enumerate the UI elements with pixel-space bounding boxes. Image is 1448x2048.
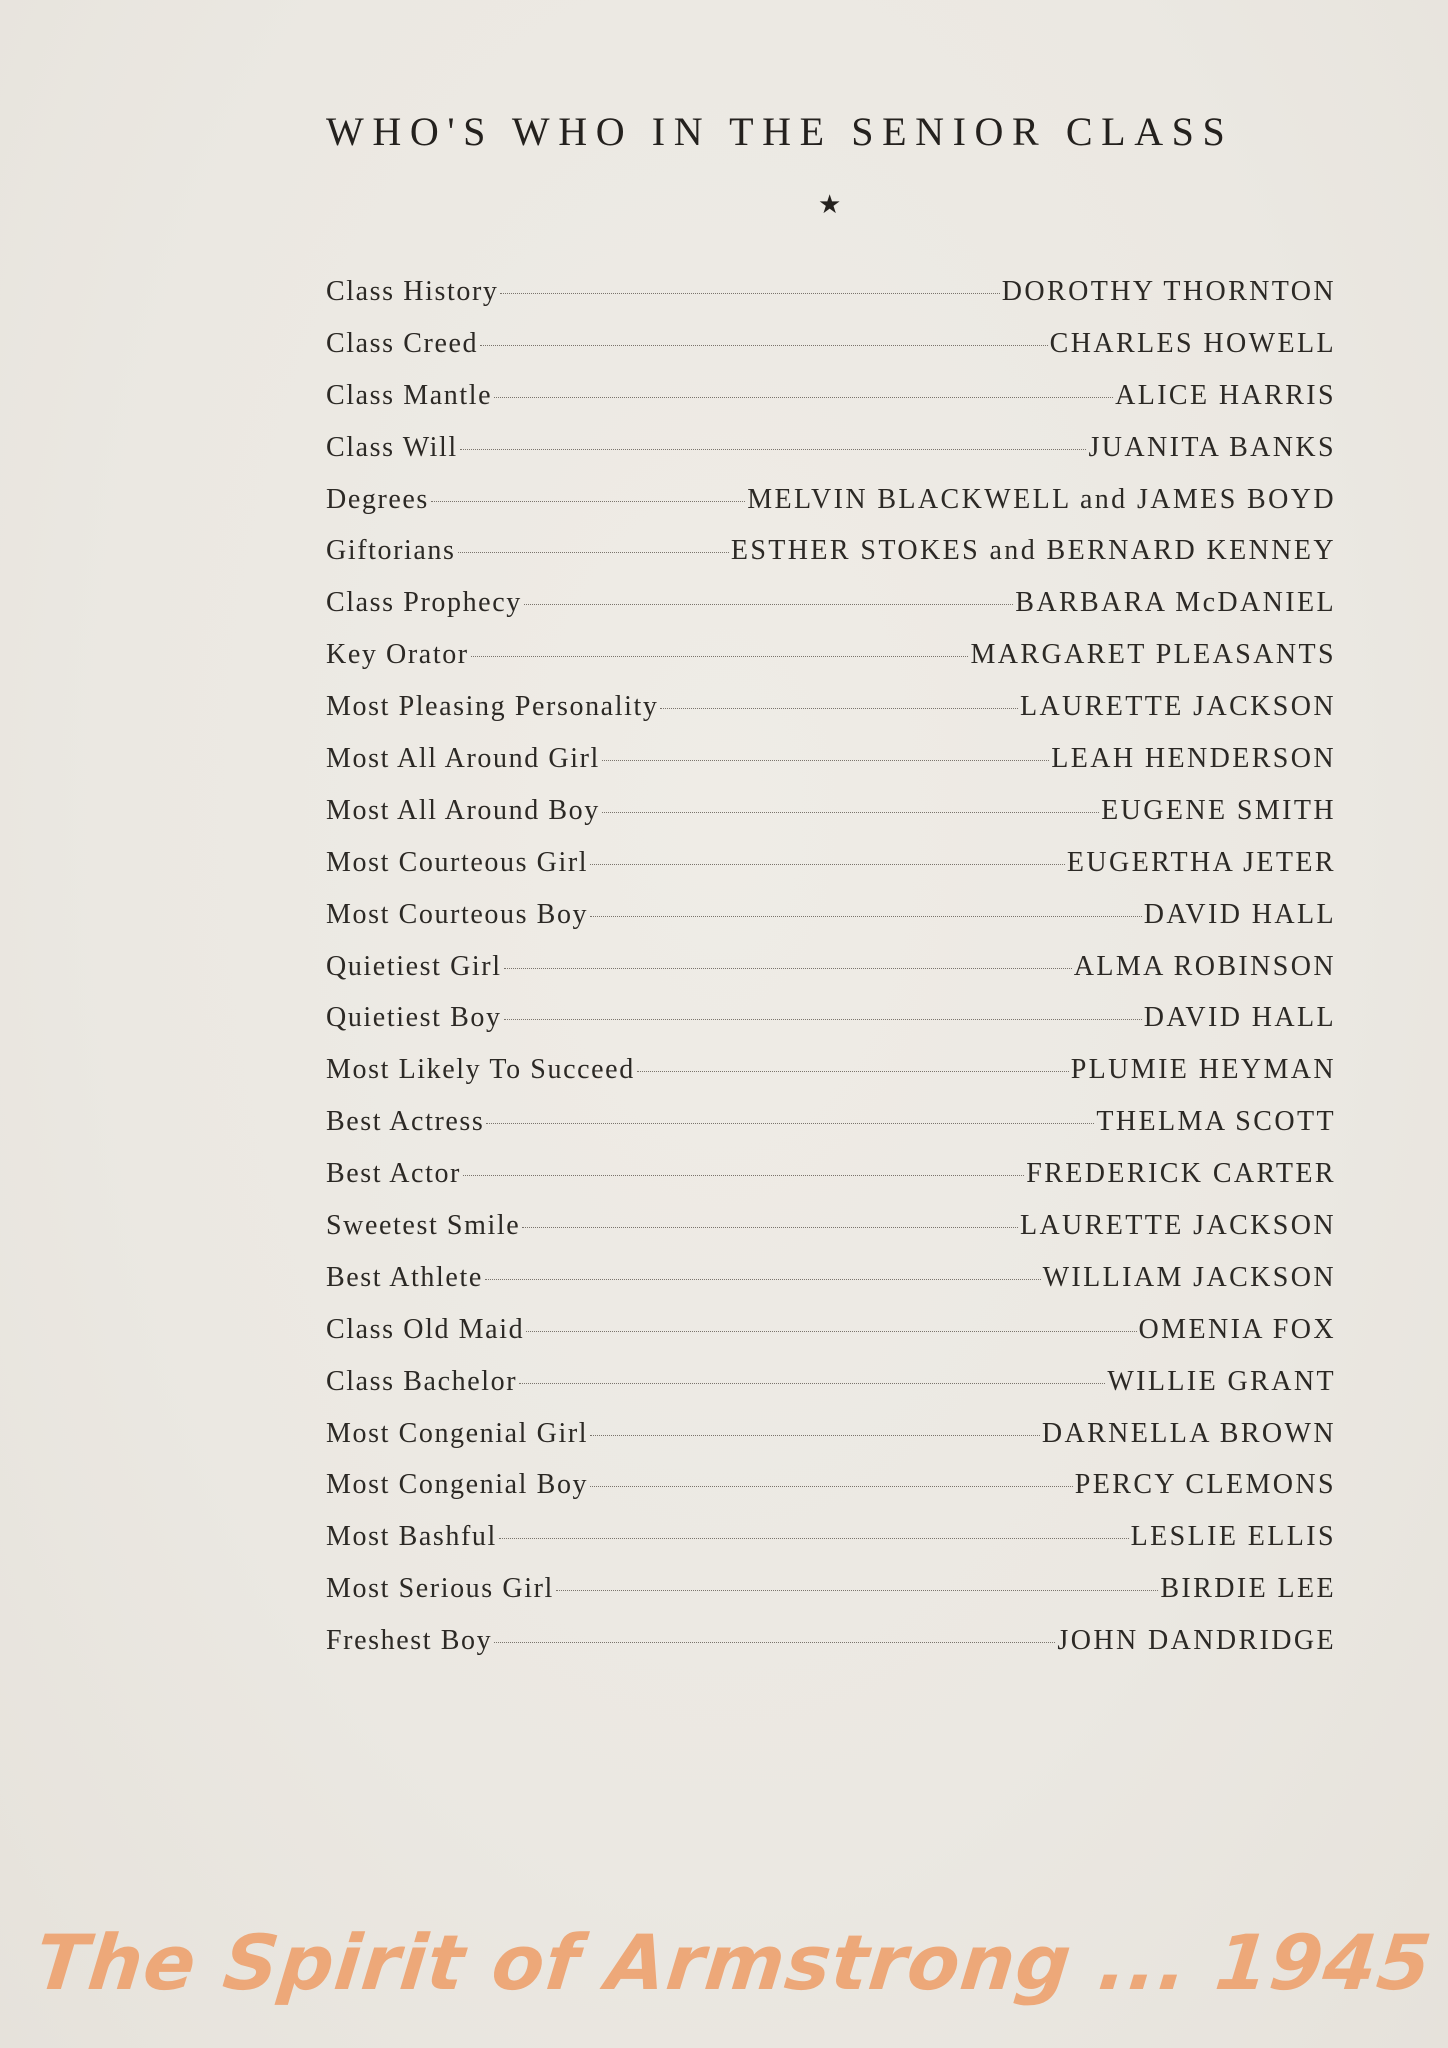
- entry-label: Best Actress: [326, 1106, 485, 1138]
- entry-name: PLUMIE HEYMAN: [1070, 1054, 1336, 1086]
- entry-label: Freshest Boy: [326, 1625, 493, 1657]
- dotted-leader: [660, 708, 1017, 709]
- footer-script-title: The Spirit of Armstrong ... 1945: [31, 1918, 1437, 2007]
- list-item: [326, 535, 1336, 587]
- dotted-leader: [590, 1486, 1073, 1487]
- entry-name: EUGENE SMITH: [1101, 794, 1336, 826]
- list-item: [326, 951, 1336, 1003]
- dotted-leader: [471, 656, 969, 657]
- entry-label: Degrees: [326, 483, 429, 515]
- list-item: [326, 1418, 1336, 1470]
- dotted-leader: [499, 1538, 1129, 1539]
- list-item: [326, 1366, 1336, 1418]
- list-item: [326, 587, 1336, 639]
- entry-label: Class Bachelor: [326, 1365, 518, 1397]
- list-item: [326, 1262, 1336, 1314]
- dotted-leader: [486, 1123, 1094, 1124]
- entry-label: Key Orator: [326, 639, 469, 671]
- entry-label: Most All Around Boy: [326, 794, 600, 826]
- entry-name: WILLIAM JACKSON: [1042, 1261, 1336, 1293]
- list-item: [326, 1314, 1336, 1366]
- entry-label: Most All Around Girl: [326, 743, 600, 775]
- list-item: [326, 1573, 1336, 1625]
- entry-name: PERCY CLEMONS: [1074, 1469, 1336, 1501]
- dotted-leader: [485, 1279, 1041, 1280]
- dotted-leader: [590, 864, 1065, 865]
- entry-name: ESTHER STOKES and BERNARD KENNEY: [730, 535, 1336, 567]
- entry-name: DAVID HALL: [1143, 1002, 1336, 1034]
- dotted-leader: [519, 1383, 1105, 1384]
- list-item: [326, 484, 1336, 536]
- entry-label: Quietiest Boy: [326, 1002, 502, 1034]
- entry-name: LAURETTE JACKSON: [1019, 1210, 1336, 1242]
- list-item: [326, 432, 1336, 484]
- entry-label: Class Mantle: [326, 379, 493, 411]
- dotted-leader: [524, 604, 1013, 605]
- entry-label: Best Actor: [326, 1158, 461, 1190]
- list-item: [326, 795, 1336, 847]
- entry-name: DOROTHY THORNTON: [1001, 276, 1336, 307]
- entry-name: DARNELLA BROWN: [1041, 1417, 1336, 1449]
- entry-name: BARBARA McDANIEL: [1015, 587, 1336, 619]
- dotted-leader: [637, 1071, 1069, 1072]
- entry-name: WILLIE GRANT: [1107, 1365, 1336, 1397]
- entry-name: MARGARET PLEASANTS: [970, 639, 1336, 671]
- dotted-leader: [590, 1435, 1040, 1436]
- entry-name: LESLIE ELLIS: [1130, 1521, 1336, 1553]
- dotted-leader: [458, 552, 729, 553]
- entry-label: Sweetest Smile: [326, 1210, 521, 1242]
- dotted-leader: [556, 1590, 1158, 1591]
- dotted-leader: [602, 760, 1049, 761]
- dotted-leader: [480, 345, 1048, 346]
- entry-name: THELMA SCOTT: [1096, 1106, 1336, 1138]
- dotted-leader: [602, 812, 1099, 813]
- entry-label: Quietiest Girl: [326, 950, 502, 982]
- entry-label: Most Courteous Girl: [326, 846, 589, 878]
- dotted-leader: [500, 293, 999, 294]
- entry-label: Most Courteous Boy: [326, 898, 589, 930]
- entry-label: Most Serious Girl: [326, 1573, 554, 1605]
- page-title: WHO'S WHO IN THE SENIOR CLASS: [326, 109, 1234, 154]
- entry-label: Best Athlete: [326, 1261, 483, 1293]
- dotted-leader: [504, 968, 1072, 969]
- entry-label: Class Old Maid: [326, 1313, 525, 1345]
- list-item: [326, 380, 1336, 432]
- list-item: [326, 1521, 1336, 1573]
- dotted-leader: [431, 501, 745, 502]
- entry-label: Class History: [326, 276, 499, 307]
- list-item: [326, 1625, 1336, 1677]
- entry-name: OMENIA FOX: [1138, 1313, 1336, 1345]
- list-item: [326, 328, 1336, 380]
- list-item: [326, 743, 1336, 795]
- list-item: [326, 1210, 1336, 1262]
- dotted-leader: [522, 1227, 1018, 1228]
- dotted-leader: [590, 916, 1142, 917]
- dotted-leader: [460, 449, 1087, 450]
- entry-name: FREDERICK CARTER: [1026, 1158, 1336, 1190]
- entry-name: LEAH HENDERSON: [1051, 743, 1336, 775]
- entry-label: Class Will: [326, 431, 458, 463]
- entry-name: DAVID HALL: [1143, 898, 1336, 930]
- entry-name: ALMA ROBINSON: [1073, 950, 1336, 982]
- list-item: [326, 276, 1336, 328]
- entry-name: BIRDIE LEE: [1160, 1573, 1336, 1605]
- star-ornament-icon: ★: [818, 190, 842, 220]
- entry-label: Most Bashful: [326, 1521, 497, 1553]
- entry-name: JOHN DANDRIDGE: [1057, 1625, 1336, 1657]
- list-item: [326, 639, 1336, 691]
- footer-banner: [31, 1918, 1437, 2028]
- entry-name: LAURETTE JACKSON: [1019, 691, 1336, 723]
- dotted-leader: [526, 1331, 1136, 1332]
- dotted-leader: [494, 1642, 1055, 1643]
- list-item: [326, 899, 1336, 951]
- entry-name: MELVIN BLACKWELL and JAMES BOYD: [747, 483, 1336, 515]
- list-item: [326, 847, 1336, 899]
- entry-label: Giftorians: [326, 535, 456, 567]
- dotted-leader: [494, 397, 1113, 398]
- senior-class-list: [326, 276, 1336, 1677]
- entry-name: JUANITA BANKS: [1088, 431, 1336, 463]
- dotted-leader: [504, 1019, 1142, 1020]
- entry-label: Most Congenial Girl: [326, 1417, 589, 1449]
- entry-label: Most Pleasing Personality: [326, 691, 659, 723]
- list-item: [326, 691, 1336, 743]
- list-item: [326, 1106, 1336, 1158]
- dotted-leader: [463, 1175, 1024, 1176]
- entry-label: Class Prophecy: [326, 587, 522, 619]
- entry-label: Most Likely To Succeed: [326, 1054, 635, 1086]
- entry-label: Class Creed: [326, 327, 479, 359]
- entry-label: Most Congenial Boy: [326, 1469, 589, 1501]
- list-item: [326, 1054, 1336, 1106]
- list-item: [326, 1469, 1336, 1521]
- entry-name: EUGERTHA JETER: [1066, 846, 1336, 878]
- entry-name: CHARLES HOWELL: [1049, 327, 1336, 359]
- list-item: [326, 1002, 1336, 1054]
- entry-name: ALICE HARRIS: [1115, 379, 1336, 411]
- list-item: [326, 1158, 1336, 1210]
